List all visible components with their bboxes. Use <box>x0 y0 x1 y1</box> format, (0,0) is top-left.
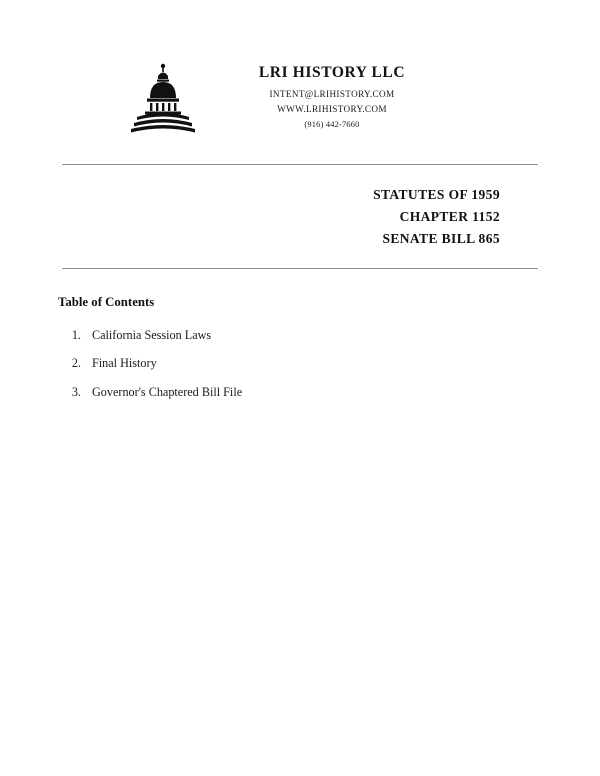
chapter-number: CHAPTER 1152 <box>399 208 500 224</box>
letterhead <box>0 0 600 136</box>
company-info <box>207 56 457 129</box>
company-email: INTENT@LRIHISTORY.COM <box>269 89 395 99</box>
table-of-contents <box>0 269 600 402</box>
list-item[interactable] <box>84 385 600 401</box>
title-block <box>0 165 600 250</box>
company-name: LRI HISTORY LLC <box>258 64 406 81</box>
bill-number: SENATE BILL 865 <box>382 230 500 246</box>
toc-item-label: California Session Laws <box>92 327 212 342</box>
list-item[interactable] <box>84 328 600 344</box>
list-item[interactable] <box>84 356 600 372</box>
toc-list <box>58 328 600 402</box>
toc-item-label: Final History <box>92 356 157 371</box>
capitol-dome-logo <box>123 60 201 136</box>
company-website: WWW.LRIHISTORY.COM <box>277 104 387 114</box>
toc-heading: Table of Contents <box>58 294 155 309</box>
company-phone: (916) 442-7660 <box>304 120 360 129</box>
statutes-year: STATUTES OF 1959 <box>373 187 500 202</box>
toc-item-label: Governor's Chaptered Bill File <box>92 385 243 400</box>
